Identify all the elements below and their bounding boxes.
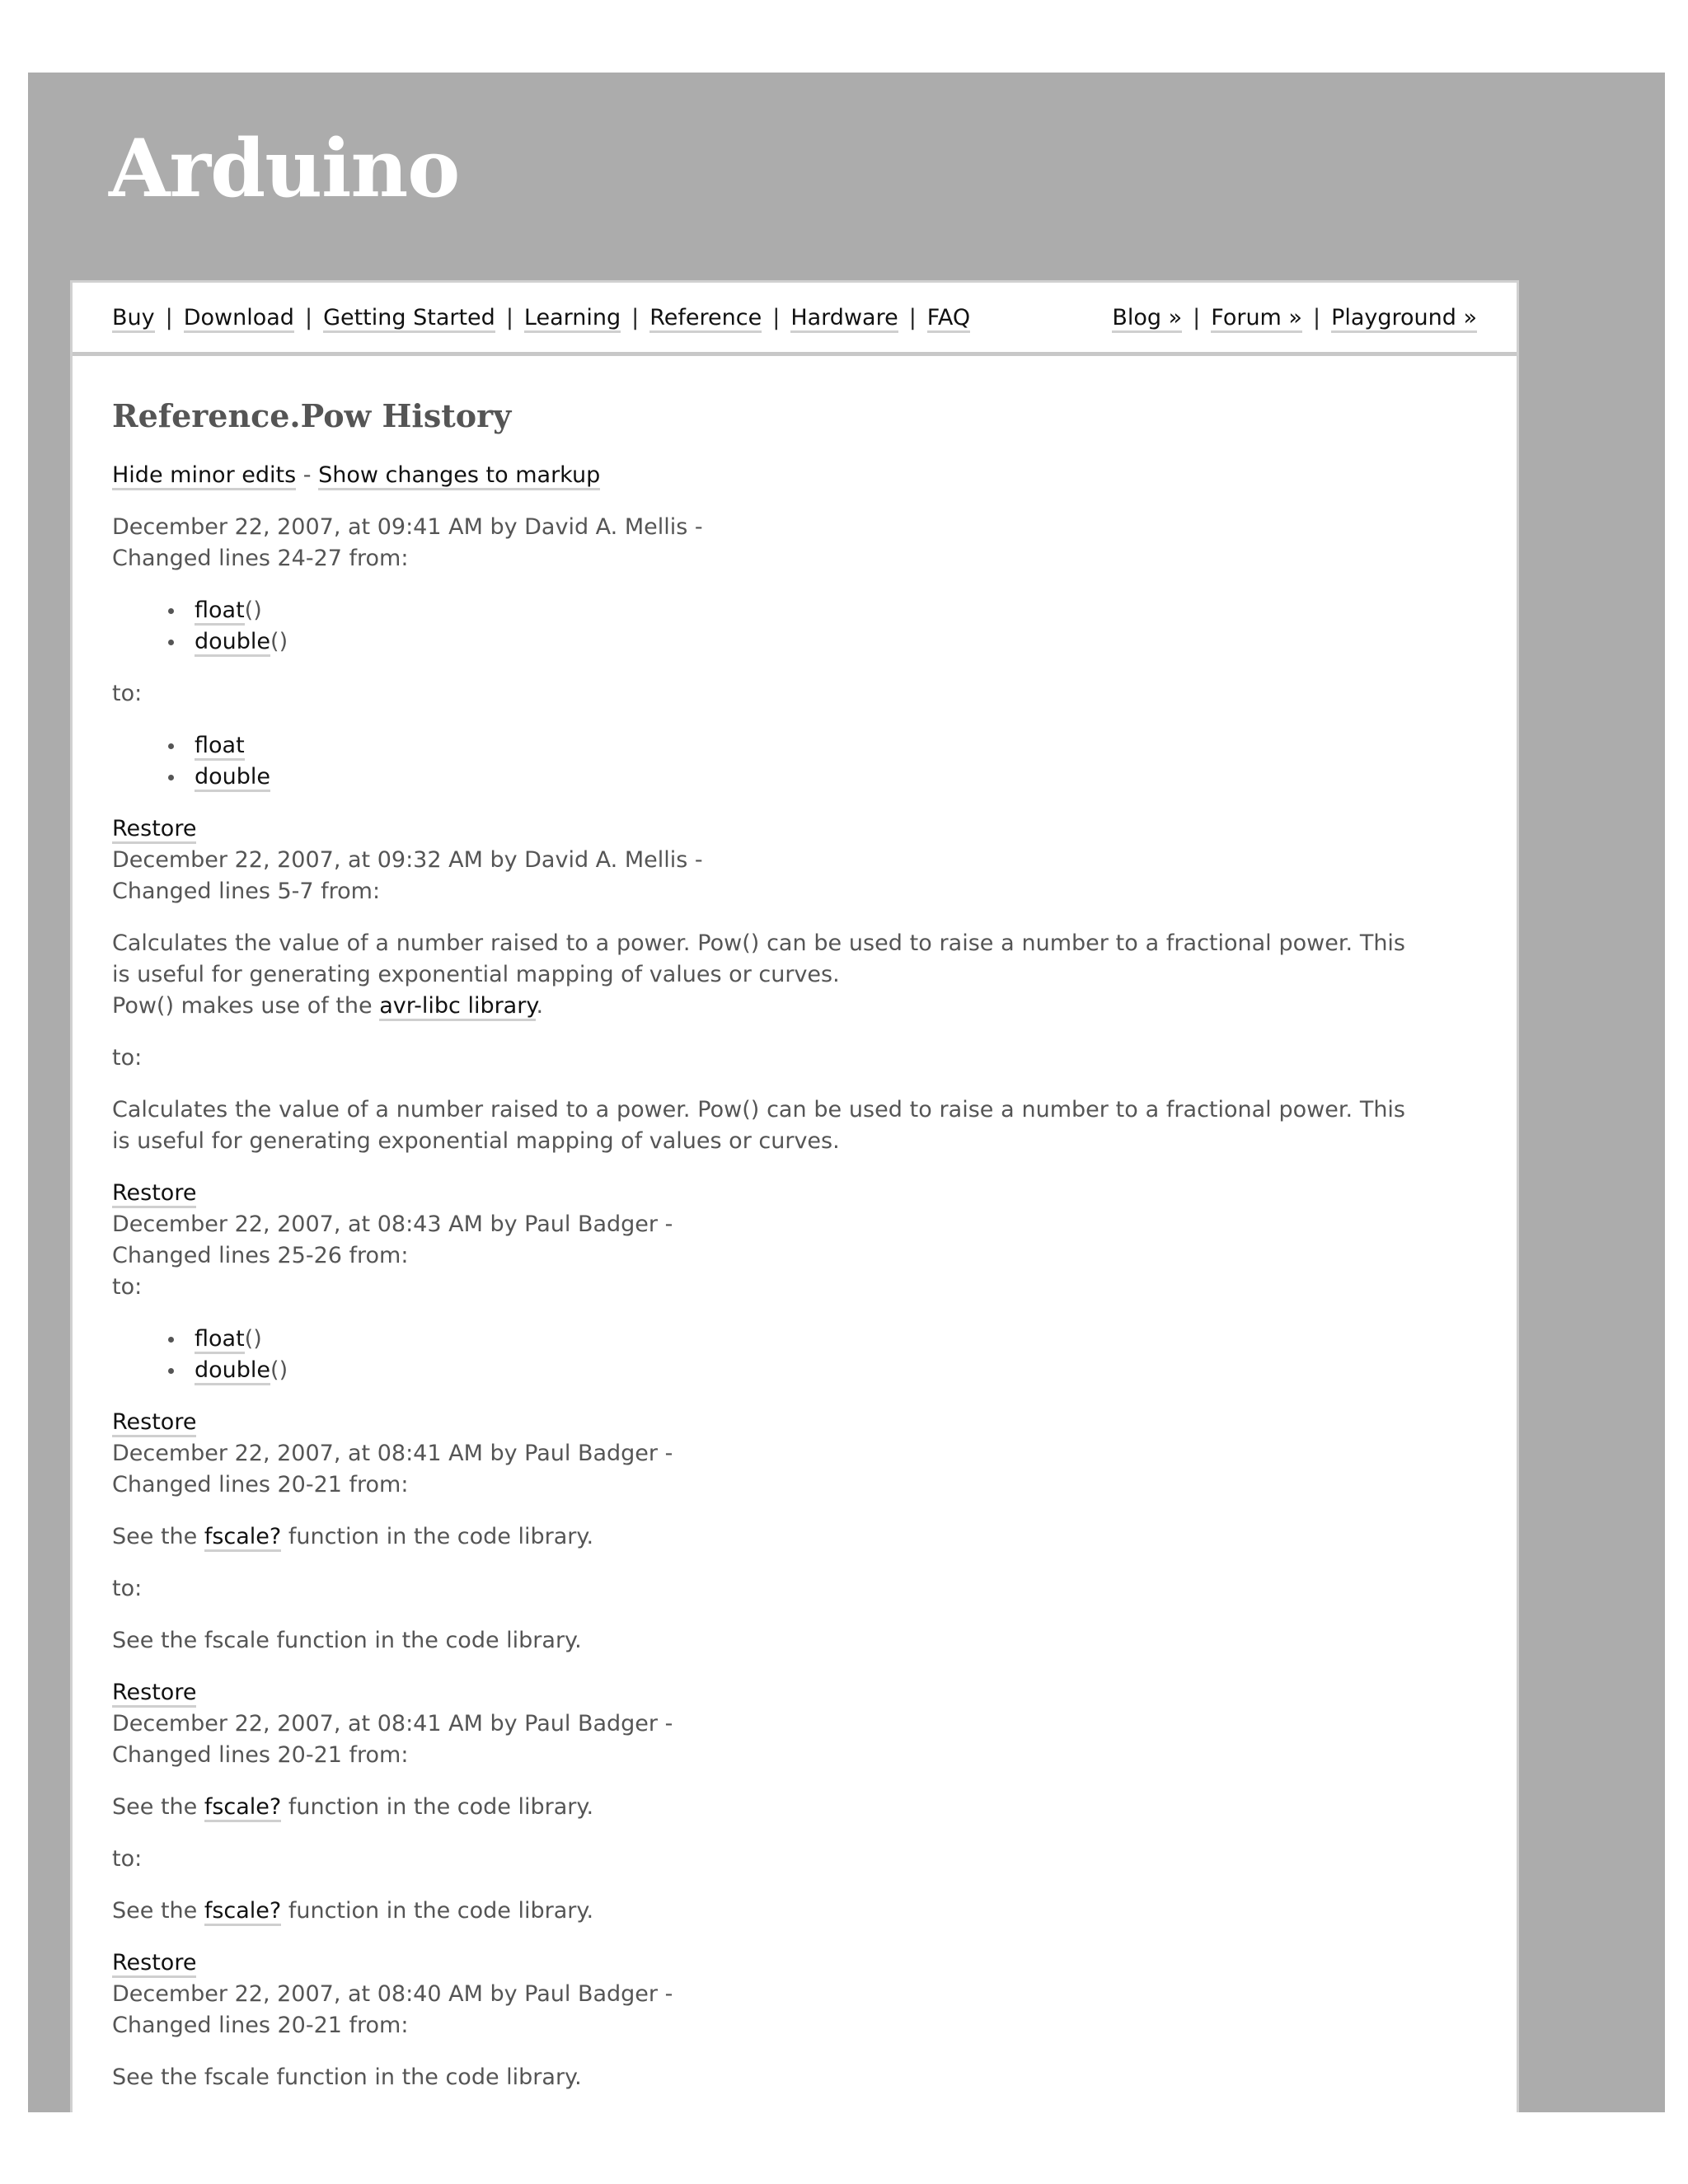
revision-meta: December 22, 2007, at 09:41 AM by David A. Mellis - <box>112 514 703 540</box>
nav-link-forum[interactable]: Forum » <box>1211 305 1302 333</box>
revision-from-text <box>112 1521 1405 1553</box>
revision-header <box>112 813 1405 907</box>
restore-link[interactable]: Restore <box>112 1680 196 1708</box>
revision-to-text <box>112 1896 1405 1927</box>
revision-changed-lines: Changed lines 20-21 from: <box>112 1742 409 1768</box>
nav-link-playground[interactable]: Playground » <box>1331 305 1477 333</box>
text-prefix: See the <box>112 1524 204 1549</box>
to-label: to: <box>112 681 143 706</box>
nav-separator: | <box>304 305 313 330</box>
revision-from-text <box>112 928 1405 1022</box>
fscale-link[interactable]: fscale? <box>204 1898 281 1926</box>
text-suffix: function in the code library. <box>281 1524 594 1549</box>
revision-meta: December 22, 2007, at 08:40 AM by Paul Badger - <box>112 1981 673 2007</box>
to-label: to: <box>112 1576 143 1601</box>
double-link[interactable]: double <box>195 1357 270 1385</box>
page-background <box>28 73 1665 2112</box>
revision-from-text <box>112 1792 1405 1823</box>
description-text: Calculates the value of a number raised to a power. Pow() can be used to raise a number to a fractional power. This is useful for generating exponential mapping of values or curves. <box>112 930 1405 987</box>
revision-header <box>112 1947 1405 2041</box>
revision-changed-lines: Changed lines 5-7 from: <box>112 879 381 904</box>
nav-separator: | <box>1193 305 1201 330</box>
revision-from-text: See the fscale function in the code library. <box>112 2064 582 2090</box>
nav-link-blog[interactable]: Blog » <box>1112 305 1182 333</box>
to-label: to: <box>112 1846 143 1872</box>
fscale-link[interactable]: fscale? <box>204 1794 281 1822</box>
text-suffix: function in the code library. <box>281 1898 594 1924</box>
nav-link-learning[interactable]: Learning <box>524 305 621 333</box>
nav-link-getting-started[interactable]: Getting Started <box>323 305 495 333</box>
nav-separator: | <box>1312 305 1321 330</box>
parens-suffix: () <box>270 1357 288 1383</box>
description-suffix: . <box>536 993 544 1019</box>
list-item <box>195 595 1405 626</box>
revision-header <box>112 512 1405 574</box>
nav-link-reference[interactable]: Reference <box>649 305 762 333</box>
revision-from-list <box>112 595 1405 658</box>
revision-meta: December 22, 2007, at 08:41 AM by Paul Badger - <box>112 1711 673 1736</box>
double-link[interactable]: double <box>195 764 270 792</box>
avr-libc-library-link[interactable]: avr-libc library <box>379 993 536 1021</box>
list-item <box>195 1355 1405 1386</box>
options-dash: - <box>296 462 319 488</box>
list-item <box>195 626 1405 658</box>
nav-community-links <box>1112 303 1477 333</box>
history-options <box>112 460 1405 491</box>
list-item <box>195 762 1405 793</box>
hide-minor-edits-link[interactable]: Hide minor edits <box>112 462 296 490</box>
revision-meta: December 22, 2007, at 08:41 AM by Paul Badger - <box>112 1441 673 1466</box>
revision-changed-lines: Changed lines 25-26 from: <box>112 1243 409 1268</box>
main-content <box>73 356 1517 2093</box>
nav-link-hardware[interactable]: Hardware <box>790 305 898 333</box>
revision-to-list <box>112 1324 1405 1386</box>
content-box <box>70 280 1519 2112</box>
description-prefix: Pow() makes use of the <box>112 993 380 1019</box>
revision-meta: December 22, 2007, at 09:32 AM by David A. Mellis - <box>112 847 703 873</box>
nav-separator: | <box>505 305 513 330</box>
restore-link[interactable]: Restore <box>112 1180 196 1208</box>
parens-suffix: () <box>270 629 288 654</box>
revision-changed-lines: Changed lines 20-21 from: <box>112 1472 409 1497</box>
nav-link-faq[interactable]: FAQ <box>927 305 970 333</box>
show-changes-markup-link[interactable]: Show changes to markup <box>318 462 600 490</box>
restore-link[interactable]: Restore <box>112 1409 196 1437</box>
float-link[interactable]: float <box>195 1326 245 1354</box>
revision-meta: December 22, 2007, at 08:43 AM by Paul Badger - <box>112 1212 673 1237</box>
text-prefix: See the <box>112 1898 204 1924</box>
list-item <box>195 730 1405 762</box>
revision-changed-lines: Changed lines 20-21 from: <box>112 2013 409 2038</box>
revision-to-list <box>112 730 1405 793</box>
nav-link-download[interactable]: Download <box>184 305 294 333</box>
fscale-link[interactable]: fscale? <box>204 1524 281 1552</box>
nav-link-buy[interactable]: Buy <box>112 305 155 333</box>
parens-suffix: () <box>244 598 262 623</box>
revision-header <box>112 1407 1405 1501</box>
to-label: to: <box>112 1045 143 1071</box>
page-title: Reference.Pow History <box>112 397 512 434</box>
restore-link[interactable]: Restore <box>112 816 196 844</box>
nav-separator: | <box>772 305 781 330</box>
double-link[interactable]: double <box>195 629 270 657</box>
nav-separator: | <box>165 305 173 330</box>
to-label: to: <box>112 1274 143 1300</box>
site-title: Arduino <box>109 122 460 215</box>
text-prefix: See the <box>112 1794 204 1820</box>
text-suffix: function in the code library. <box>281 1794 594 1820</box>
revision-header <box>112 1677 1405 1771</box>
nav-main-links <box>112 303 970 333</box>
nav-separator: | <box>908 305 917 330</box>
revision-to-text: Calculates the value of a number raised to a power. Pow() can be used to raise a number to a fractional power. This is useful for generating exponential mapping of values or curves. <box>112 1097 1405 1154</box>
revision-to-text: See the fscale function in the code library. <box>112 1628 582 1653</box>
restore-link[interactable]: Restore <box>112 1950 196 1978</box>
top-navigation <box>73 280 1517 356</box>
list-item <box>195 1324 1405 1355</box>
revision-header <box>112 1178 1405 1303</box>
float-link[interactable]: float <box>195 598 245 626</box>
nav-separator: | <box>631 305 640 330</box>
parens-suffix: () <box>244 1326 262 1352</box>
revision-changed-lines: Changed lines 24-27 from: <box>112 546 409 571</box>
float-link[interactable]: float <box>195 733 245 761</box>
